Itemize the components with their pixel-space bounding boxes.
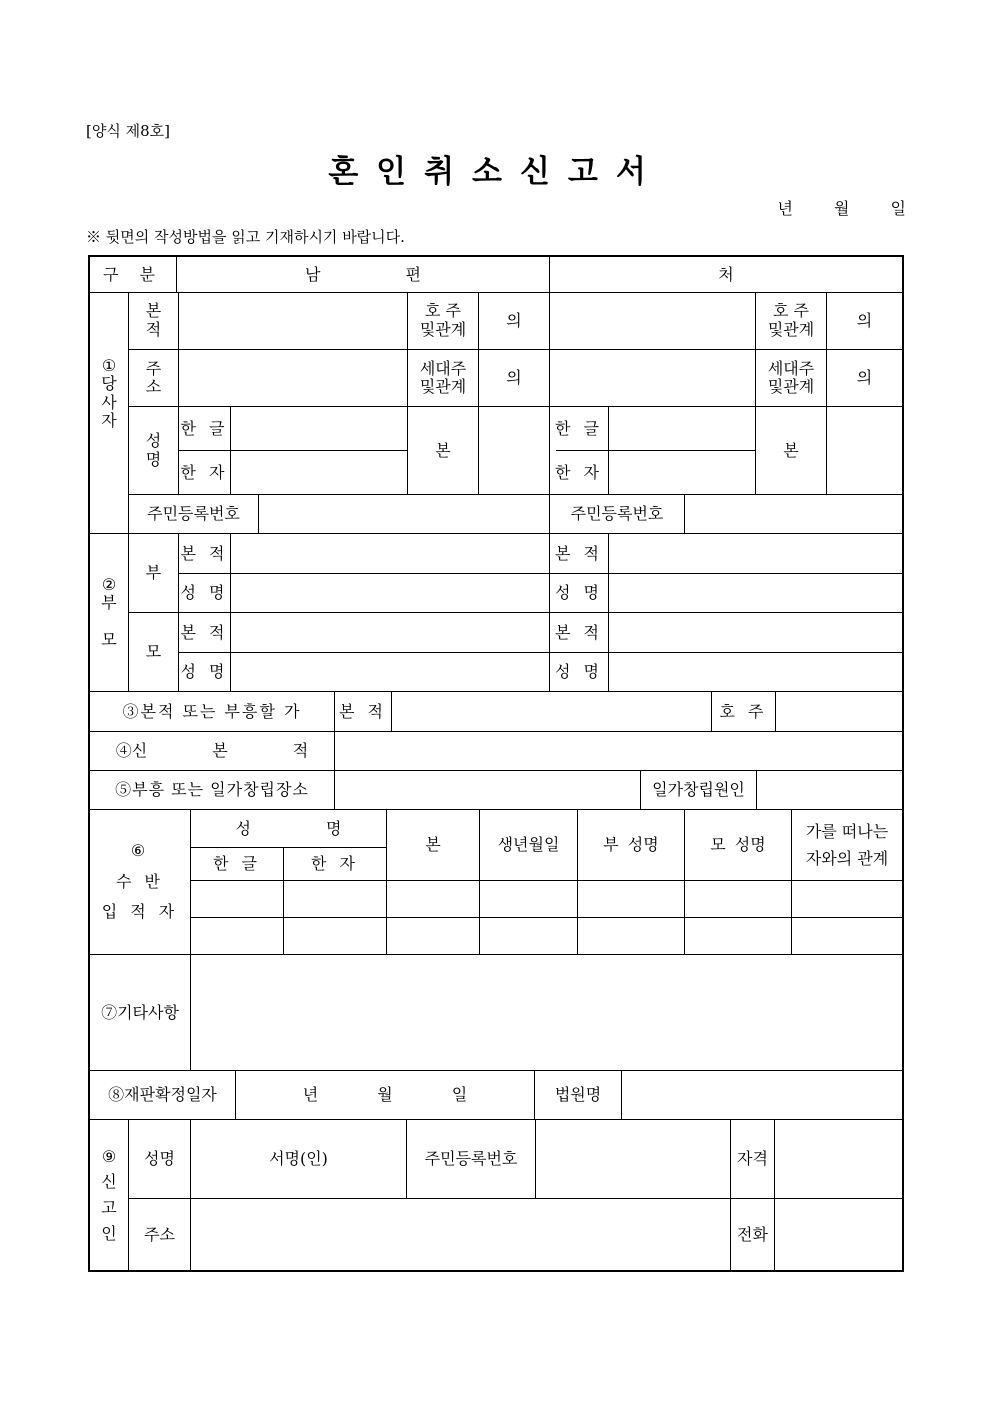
husband-rrn-label: 주민등록번호 (147, 504, 240, 523)
reporter-qual-label: 자격 (737, 1149, 768, 1168)
report-date: 년 월 일 (777, 199, 906, 218)
wife-hangeul-label: 한 글 (555, 418, 603, 438)
marriage-annulment-form (88, 255, 904, 1272)
document-title: 혼인취소신고서 (328, 154, 664, 190)
husband-sedaeju-ui: 의 (506, 368, 522, 387)
wife-father-name-h: 성 명 (555, 583, 603, 602)
s6-bon-header: 본 (425, 835, 441, 854)
mother-bonjeok-h: 본 적 (180, 622, 229, 642)
s6-hanja-header: 한 자 (311, 854, 359, 873)
wife-header: 처 (718, 264, 734, 284)
reporter-addr-label: 주소 (144, 1224, 175, 1244)
section8-date: 년 월 일 (302, 1085, 468, 1104)
s6-name-header: 성 명 (235, 818, 342, 838)
s6-birth-header: 생년월일 (497, 835, 560, 854)
section8-label: ⑧재판확정일자 (108, 1085, 217, 1104)
wife-rrn-label: 주민등록번호 (570, 504, 664, 523)
husband-juso-label: 주 소 (145, 358, 162, 396)
reporter-rrn-label: 주민등록번호 (424, 1149, 518, 1168)
reporter-sign-label: 서명(인) (269, 1149, 328, 1168)
wife-mother-bonjeok-h: 본 적 (555, 622, 603, 642)
husband-hanja-label: 한 자 (180, 462, 229, 482)
section2-label: ② 부 모 (101, 574, 117, 649)
husband-hoju-ui: 의 (506, 310, 522, 330)
s6-relation-header: 가를 떠나는 자와의 관계 (805, 821, 889, 868)
mother-name-h: 성 명 (180, 662, 229, 681)
section6-label: ⑥ 수 반 입 적 자 (101, 841, 179, 922)
husband-hoju-label: 호 주 및관계 (419, 301, 467, 339)
section3-hoju-label: 호 주 (719, 701, 768, 721)
husband-bonjeok-label: 본 적 (145, 301, 162, 339)
reporter-phone-label: 전화 (737, 1224, 768, 1244)
section1-label: ① 당 사 자 (101, 356, 117, 431)
husband-header: 남 편 (305, 264, 421, 284)
court-label: 법원명 (554, 1085, 602, 1104)
wife-bon-label: 본 (783, 440, 799, 460)
wife-sedaeju-ui: 의 (856, 368, 873, 387)
father-bonjeok-h: 본 적 (180, 543, 229, 563)
father-name-h: 성 명 (180, 583, 229, 602)
section5-label: ⑤부흥 또는 일가창립장소 (115, 780, 309, 799)
section9-label: ⑨ 신 고 인 (101, 1146, 117, 1243)
notice-text: ※ 뒷면의 작성방법을 읽고 기재하시기 바랍니다. (86, 228, 405, 246)
ilga-cause-label: 일가창립원인 (652, 780, 745, 799)
s6-mother-header: 모 성명 (710, 835, 766, 854)
section3-bonjeok-label: 본 적 (339, 701, 387, 721)
section7-label: ⑦기타사항 (101, 1002, 179, 1022)
section3-label: ③본적 또는 부흥할 가 (122, 701, 302, 721)
form-number: [양식 제8호] (86, 122, 170, 140)
husband-sedaeju-label: 세대주 및관계 (419, 358, 467, 396)
husband-hangeul-label: 한 글 (180, 418, 229, 438)
section4-label: ④신 본 적 (115, 741, 309, 760)
s6-father-header: 부 성명 (603, 835, 659, 854)
wife-sedaeju-label: 세대주 및관계 (767, 358, 815, 396)
husband-bon-label: 본 (435, 440, 451, 460)
name-label: 성 명 (145, 431, 162, 469)
wife-hoju-ui: 의 (856, 310, 873, 330)
reporter-name-label: 성명 (144, 1149, 175, 1168)
wife-hoju-label: 호 주 및관계 (767, 301, 815, 339)
wife-father-bonjeok-h: 본 적 (555, 543, 603, 563)
gubun-header: 구 분 (103, 264, 163, 284)
s6-hangeul-header: 한 글 (213, 854, 261, 873)
mother-label: 모 (145, 642, 162, 661)
father-label: 부 (145, 563, 162, 582)
wife-hanja-label: 한 자 (555, 462, 603, 482)
wife-mother-name-h: 성 명 (555, 662, 603, 681)
